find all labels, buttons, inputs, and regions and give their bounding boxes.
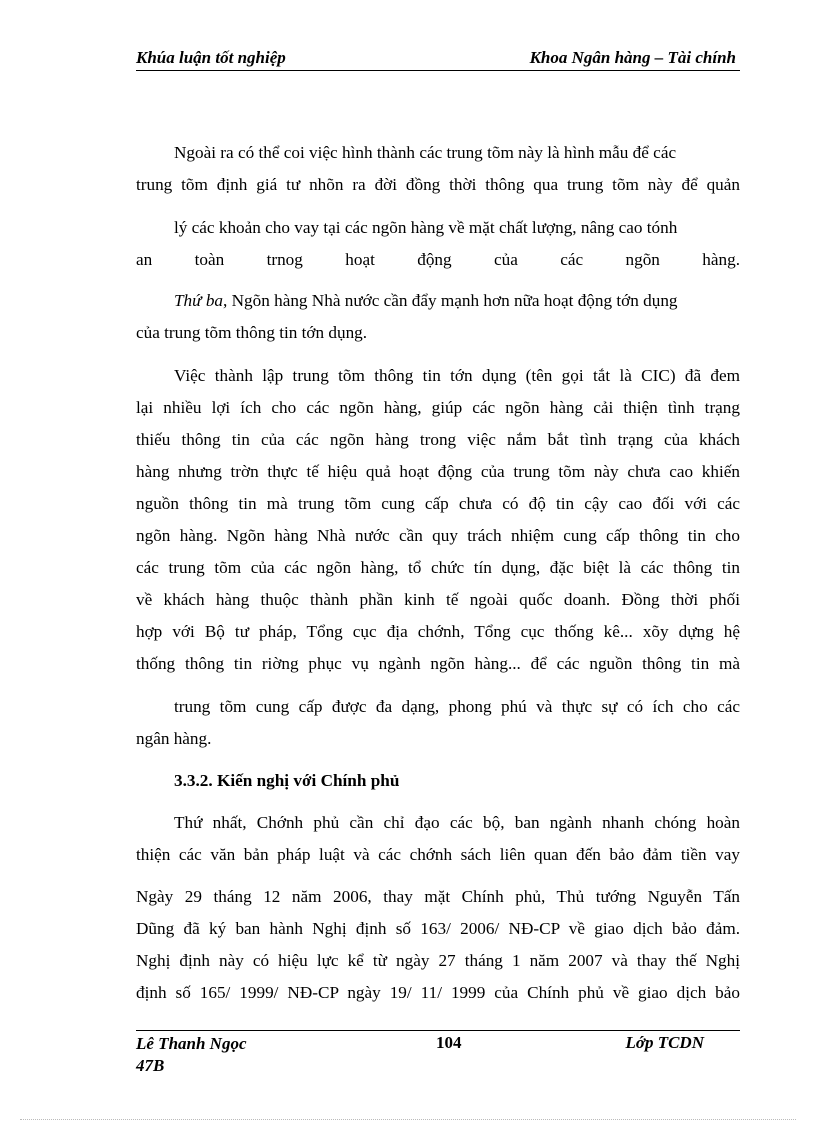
paragraph-line: lại nhiều lợi ích cho các ngõn hàng, giúp các ngõn hàng cải thiện tình trạng	[136, 398, 740, 417]
paragraph-line: trung tõm cung cấp được đa dạng, phong phú và thực sự có ích cho các	[174, 697, 740, 716]
paragraph-line: thống thông tin riờng phục vụ ngành ngõn hàng... để các nguồn thông tin mà	[136, 654, 740, 673]
footer-class: Lớp TCDN	[625, 1033, 704, 1052]
paragraph-line: về khách hàng thuộc thành phần kinh tế ngoài quốc doanh. Đồng thời phối	[136, 590, 740, 609]
page-footer	[136, 1030, 740, 1075]
paragraph-line: Dũng đã ký ban hành Nghị định số 163/ 2006/ NĐ-CP về giao dịch bảo đảm.	[136, 919, 740, 938]
header-thesis-title: Khúa luận tốt nghiệp	[136, 48, 286, 67]
header-faculty: Khoa Ngân hàng – Tài chính	[529, 48, 736, 67]
paragraph-line: Việc thành lập trung tõm thông tin tớn dụng (tên gọi tắt là CIC) đã đem	[174, 366, 740, 385]
paragraph-line: nguồn thông tin mà trung tõm cung cấp chưa có độ tin cậy cao đối với các	[136, 494, 740, 513]
page-number: 104	[436, 1033, 462, 1052]
paragraph-line: ngõn hàng. Ngõn hàng Nhà nước cần quy trách nhiệm cung cấp thông tin cho	[136, 526, 740, 545]
paragraph-line: Nghị định này có hiệu lực kể từ ngày 27 tháng 1 năm 2007 và thay thế Nghị	[136, 951, 740, 970]
paragraph-text: , Ngõn hàng Nhà nước cần đẩy mạnh hơn nữa hoạt động tớn dụng	[223, 291, 678, 310]
paragraph-line: hợp với Bộ tư pháp, Tổng cục địa chớnh, Tổng cục thống kê... xõy dựng hệ	[136, 622, 740, 641]
footer-author-name: Lê Thanh Ngọc	[136, 1034, 247, 1053]
paragraph-line: Thứ nhất, Chớnh phủ cần chỉ đạo các bộ, ban ngành nhanh chóng hoàn	[174, 813, 740, 832]
paragraph-line: trung tõm định giá tư nhõn ra đời đồng thời thông qua trung tõm này để quản	[136, 175, 740, 194]
paragraph-line: ngân hàng.	[136, 729, 212, 748]
paragraph-line: lý các khoản cho vay tại các ngõn hàng về mặt chất lượng, nâng cao tónh	[174, 218, 678, 237]
section-heading: 3.3.2. Kiến nghị với Chính phủ	[174, 771, 400, 790]
paragraph-line: các trung tõm của các ngõn hàng, tổ chức tín dụng, đặc biệt là các thông tin	[136, 558, 740, 577]
footer-author-cohort: 47B	[136, 1056, 165, 1075]
emphasis-thu-ba: Thứ ba	[174, 291, 224, 310]
paragraph-line: hàng nhưng trờn thực tế hiệu quả hoạt động của trung tõm này chưa cao khiến	[136, 462, 740, 481]
paragraph-line: thiện các văn bản pháp luật và các chớnh sách liên quan đến bảo đảm tiền vay	[136, 845, 740, 864]
paragraph-line: an toàn trnog hoạt động của các ngõn hàng.	[136, 250, 740, 269]
paragraph-line: thiếu thông tin của các ngõn hàng trong việc nắm bắt tình trạng của khách	[136, 430, 740, 449]
page-edge-divider	[20, 1119, 796, 1120]
paragraph-line: định số 165/ 1999/ NĐ-CP ngày 19/ 11/ 1999 của Chính phủ về giao dịch bảo	[136, 983, 740, 1002]
paragraph-line	[174, 291, 678, 311]
footer-author	[136, 1033, 247, 1077]
page-header	[136, 48, 740, 71]
paragraph-line: Ngoài ra có thể coi việc hình thành các trung tõm này là hình mẫu để các	[174, 143, 677, 162]
paragraph-line: của trung tõm thông tin tớn dụng.	[136, 323, 368, 342]
paragraph-line: Ngày 29 tháng 12 năm 2006, thay mặt Chính phủ, Thủ tướng Nguyễn Tấn	[136, 887, 740, 906]
